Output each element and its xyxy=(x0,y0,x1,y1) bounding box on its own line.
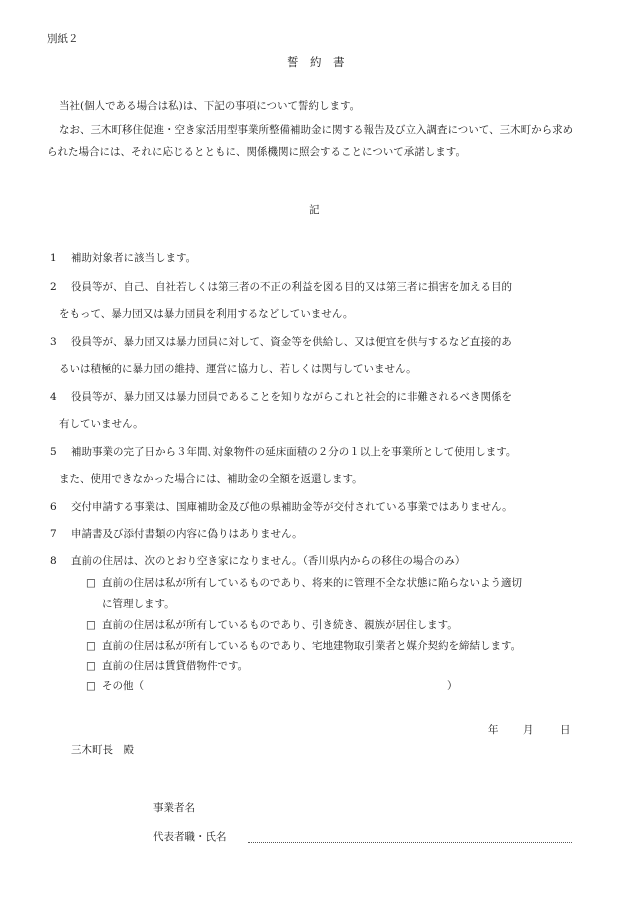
item-text: 交付申請する事業は、国庫補助金及び他の県補助金等が交付されている事業ではありません。 xyxy=(71,501,513,513)
checkbox-label: 直前の住居は賃貸借物件です。 xyxy=(102,660,249,672)
item-text-continued: をもって、暴力団又は暴力団員を利用するなどしていません。 xyxy=(59,308,354,320)
item-number: 5 xyxy=(50,446,57,458)
item-number: 2 xyxy=(50,281,57,293)
checkbox[interactable]: □ xyxy=(86,619,96,631)
item-number: 7 xyxy=(50,528,57,540)
date-year: 年 xyxy=(488,724,499,736)
intro-paragraph-1: 当社(個人である場合は私)は、下記の事項について誓約します。 xyxy=(59,100,361,112)
item-text-continued: また、使用できなかった場合には、補助金の全額を返還します。 xyxy=(59,473,363,485)
item-text-continued: 有していません。 xyxy=(59,418,144,430)
ki-heading: 記 xyxy=(309,204,320,216)
item-text: 直前の住居は、次のとおり空き家になりません。（香川県内からの移住の場合のみ） xyxy=(71,555,466,567)
representative-label: 代表者職・氏名 xyxy=(153,831,227,843)
item-text: 補助対象者に該当します。 xyxy=(71,252,197,264)
business-name-label: 事業者名 xyxy=(153,802,195,814)
item-number: 6 xyxy=(50,501,57,513)
item-text-continued: るいは積極的に暴力団の維持、運営に協力し、若しくは関与していません。 xyxy=(59,363,417,375)
checkbox[interactable]: □ xyxy=(86,660,96,672)
checkbox-label-continued: に管理します。 xyxy=(102,598,175,610)
item-number: 4 xyxy=(50,391,57,403)
checkbox-label: 直前の住居は私が所有しているものであり、宅地建物取引業者と媒介契約を締結します。 xyxy=(102,640,522,652)
checkbox-label-other: その他（ xyxy=(102,680,144,692)
item-text: 役員等が、暴力団又は暴力団員に対して、資金等を供給し、又は便宜を供与するなど直接的あ xyxy=(71,336,512,348)
signature-line[interactable] xyxy=(248,830,572,843)
checkbox-label: 直前の住居は私が所有しているものであり、引き続き、親族が居住します。 xyxy=(102,619,458,631)
item-text: 補助事業の完了日から３年間､対象物件の延床面積の２分の１以上を事業所として使用します。 xyxy=(71,446,517,458)
attachment-label: 別紙２ xyxy=(47,33,79,45)
intro-paragraph-2: なお、三木町移住促進・空き家活用型事業所整備補助金に関する報告及び立入調査について、三木町から求められた場合には、それに応じるとともに、関係機関に照会することについて承諾します。 xyxy=(47,124,574,158)
item-text: 役員等が、暴力団又は暴力団員であることを知りながらこれと社会的に非難されるべき関係を xyxy=(71,391,512,403)
item-number: 3 xyxy=(50,336,57,348)
checkbox[interactable]: □ xyxy=(86,640,96,652)
checkbox-label: 直前の住居は私が所有しているものであり、将来的に管理不全な状態に陥らないよう適切 xyxy=(102,577,522,589)
document-title: 誓 約 書 xyxy=(287,55,345,69)
date-month: 月 xyxy=(523,724,534,736)
other-close-paren: ） xyxy=(447,680,458,692)
checkbox[interactable]: □ xyxy=(86,577,96,589)
item-number: 1 xyxy=(50,252,57,264)
checkbox[interactable]: □ xyxy=(86,680,96,692)
date-day: 日 xyxy=(560,724,571,736)
item-text: 申請書及び添付書類の内容に偽りはありません。 xyxy=(71,528,303,540)
item-number: 8 xyxy=(50,555,57,567)
item-text: 役員等が、自己、自社若しくは第三者の不正の利益を図る目的又は第三者に損害を加える目的 xyxy=(71,281,512,293)
addressee: 三木町長 殿 xyxy=(71,744,134,756)
